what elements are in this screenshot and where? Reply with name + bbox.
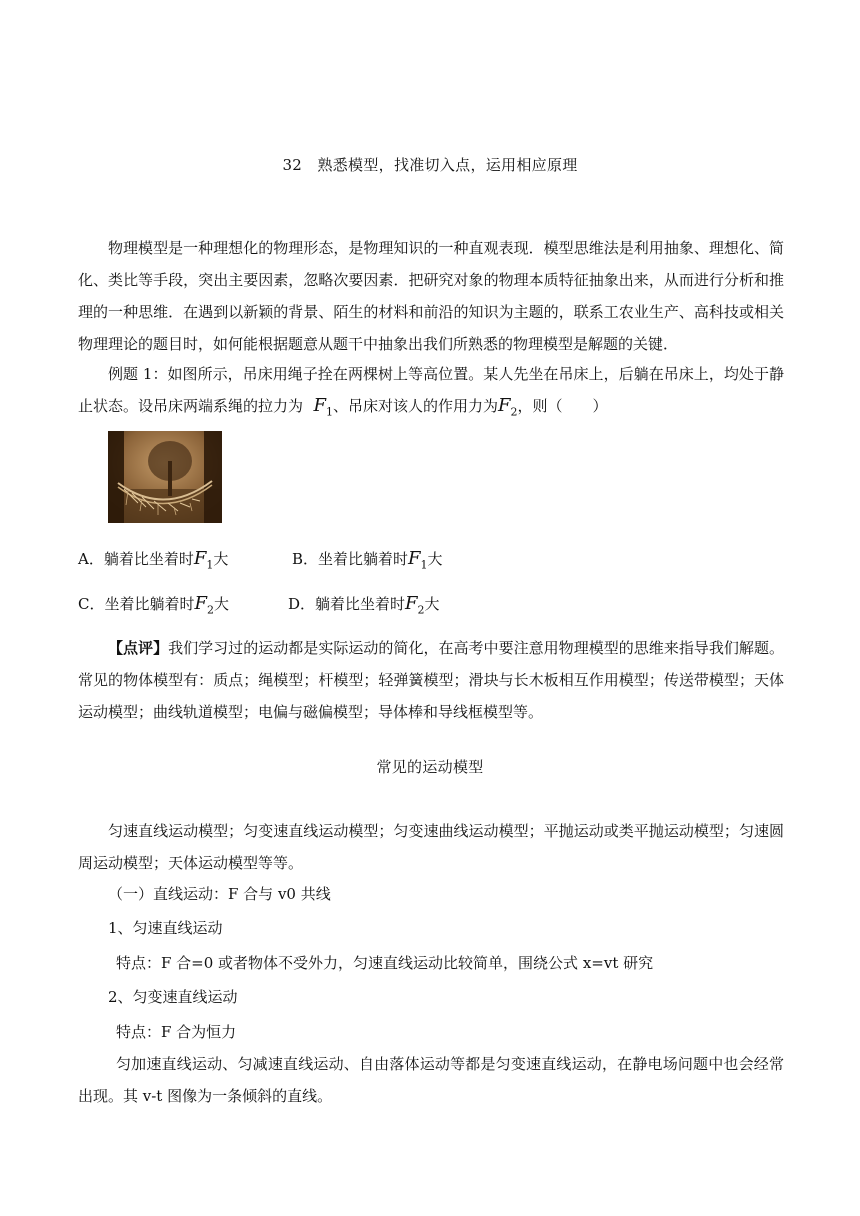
example-text-middle: 、吊床对该人的作用力为 — [333, 397, 499, 415]
force-f2-symbol: $F_2$ — [498, 395, 518, 419]
intro-paragraph: 物理模型是一种理想化的物理形态，是物理知识的一种直观表现．模型思维法是利用抽象、理想化、简化、类比等手段，突出主要因素，忽略次要因素．把研究对象的物理本质特征抽象出来，从而进行分析和推理的一种思维．在遇到以新颖的背景、陌生的材料和前沿的知识为主题的，联系工农业生产、高科技或相关物理理论的题目时，如何能根据题意从题干中抽象出我们所熟悉的物理模型是解题的关键． — [78, 239, 784, 353]
example-question — [78, 358, 784, 429]
uniformly-accelerated-feature: 特点：F 合为恒力 — [116, 1023, 237, 1041]
uniform-motion-feature: 特点：F 合=0 或者物体不受外力，匀速直线运动比较简单，围绕公式 x=vt 研究 — [116, 954, 654, 972]
example-text-after: ，则（ ） — [517, 397, 608, 415]
choice-b: B．坐着比躺着时$F_1$大 — [292, 548, 443, 572]
section-subtitle: 常见的运动模型 — [376, 758, 484, 776]
example-text-before: 例题 1：如图所示，吊床用绳子拴在两棵树上等高位置。某人先坐在吊床上，后躺在吊床上，均处于静止状态。设吊床两端系绳的拉力为 — [78, 365, 784, 415]
motion-models-paragraph: 匀速直线运动模型；匀变速直线运动模型；匀变速曲线运动模型；平抛运动或类平抛运动模型；匀速圆周运动模型；天体运动模型等等。 — [78, 822, 784, 872]
page-title: 32 熟悉模型，找准切入点，运用相应原理 — [282, 156, 578, 174]
linear-motion-heading: （一）直线运动：F 合与 v0 共线 — [108, 885, 331, 903]
comment-label: 【点评】 — [108, 639, 169, 657]
force-f1-symbol: $F_1$ — [313, 395, 334, 419]
hammock-photo — [108, 431, 222, 523]
choice-d: D．躺着比坐着时$F_2$大 — [288, 593, 440, 617]
comment-paragraph — [78, 632, 784, 728]
hammock-image — [108, 431, 222, 523]
choice-a: A．躺着比坐着时$F_1$大 — [78, 548, 229, 572]
uniformly-accelerated-heading: 2、匀变速直线运动 — [108, 988, 238, 1006]
choice-c: C．坐着比躺着时$F_2$大 — [78, 593, 229, 617]
uniform-motion-heading: 1、匀速直线运动 — [108, 919, 223, 937]
last-paragraph: 匀加速直线运动、匀减速直线运动、自由落体运动等都是匀变速直线运动，在静电场问题中也会经常出现。其 v-t 图像为一条倾斜的直线。 — [78, 1055, 784, 1105]
comment-text: 我们学习过的运动都是实际运动的简化，在高考中要注意用物理模型的思维来指导我们解题。常见的物体模型有：质点；绳模型；杆模型；轻弹簧模型；滑块与长木板相互作用模型；传送带模型；天体运动模型；曲线轨道模型；电偏与磁偏模型；导体棒和导线框模型等。 — [78, 639, 784, 721]
